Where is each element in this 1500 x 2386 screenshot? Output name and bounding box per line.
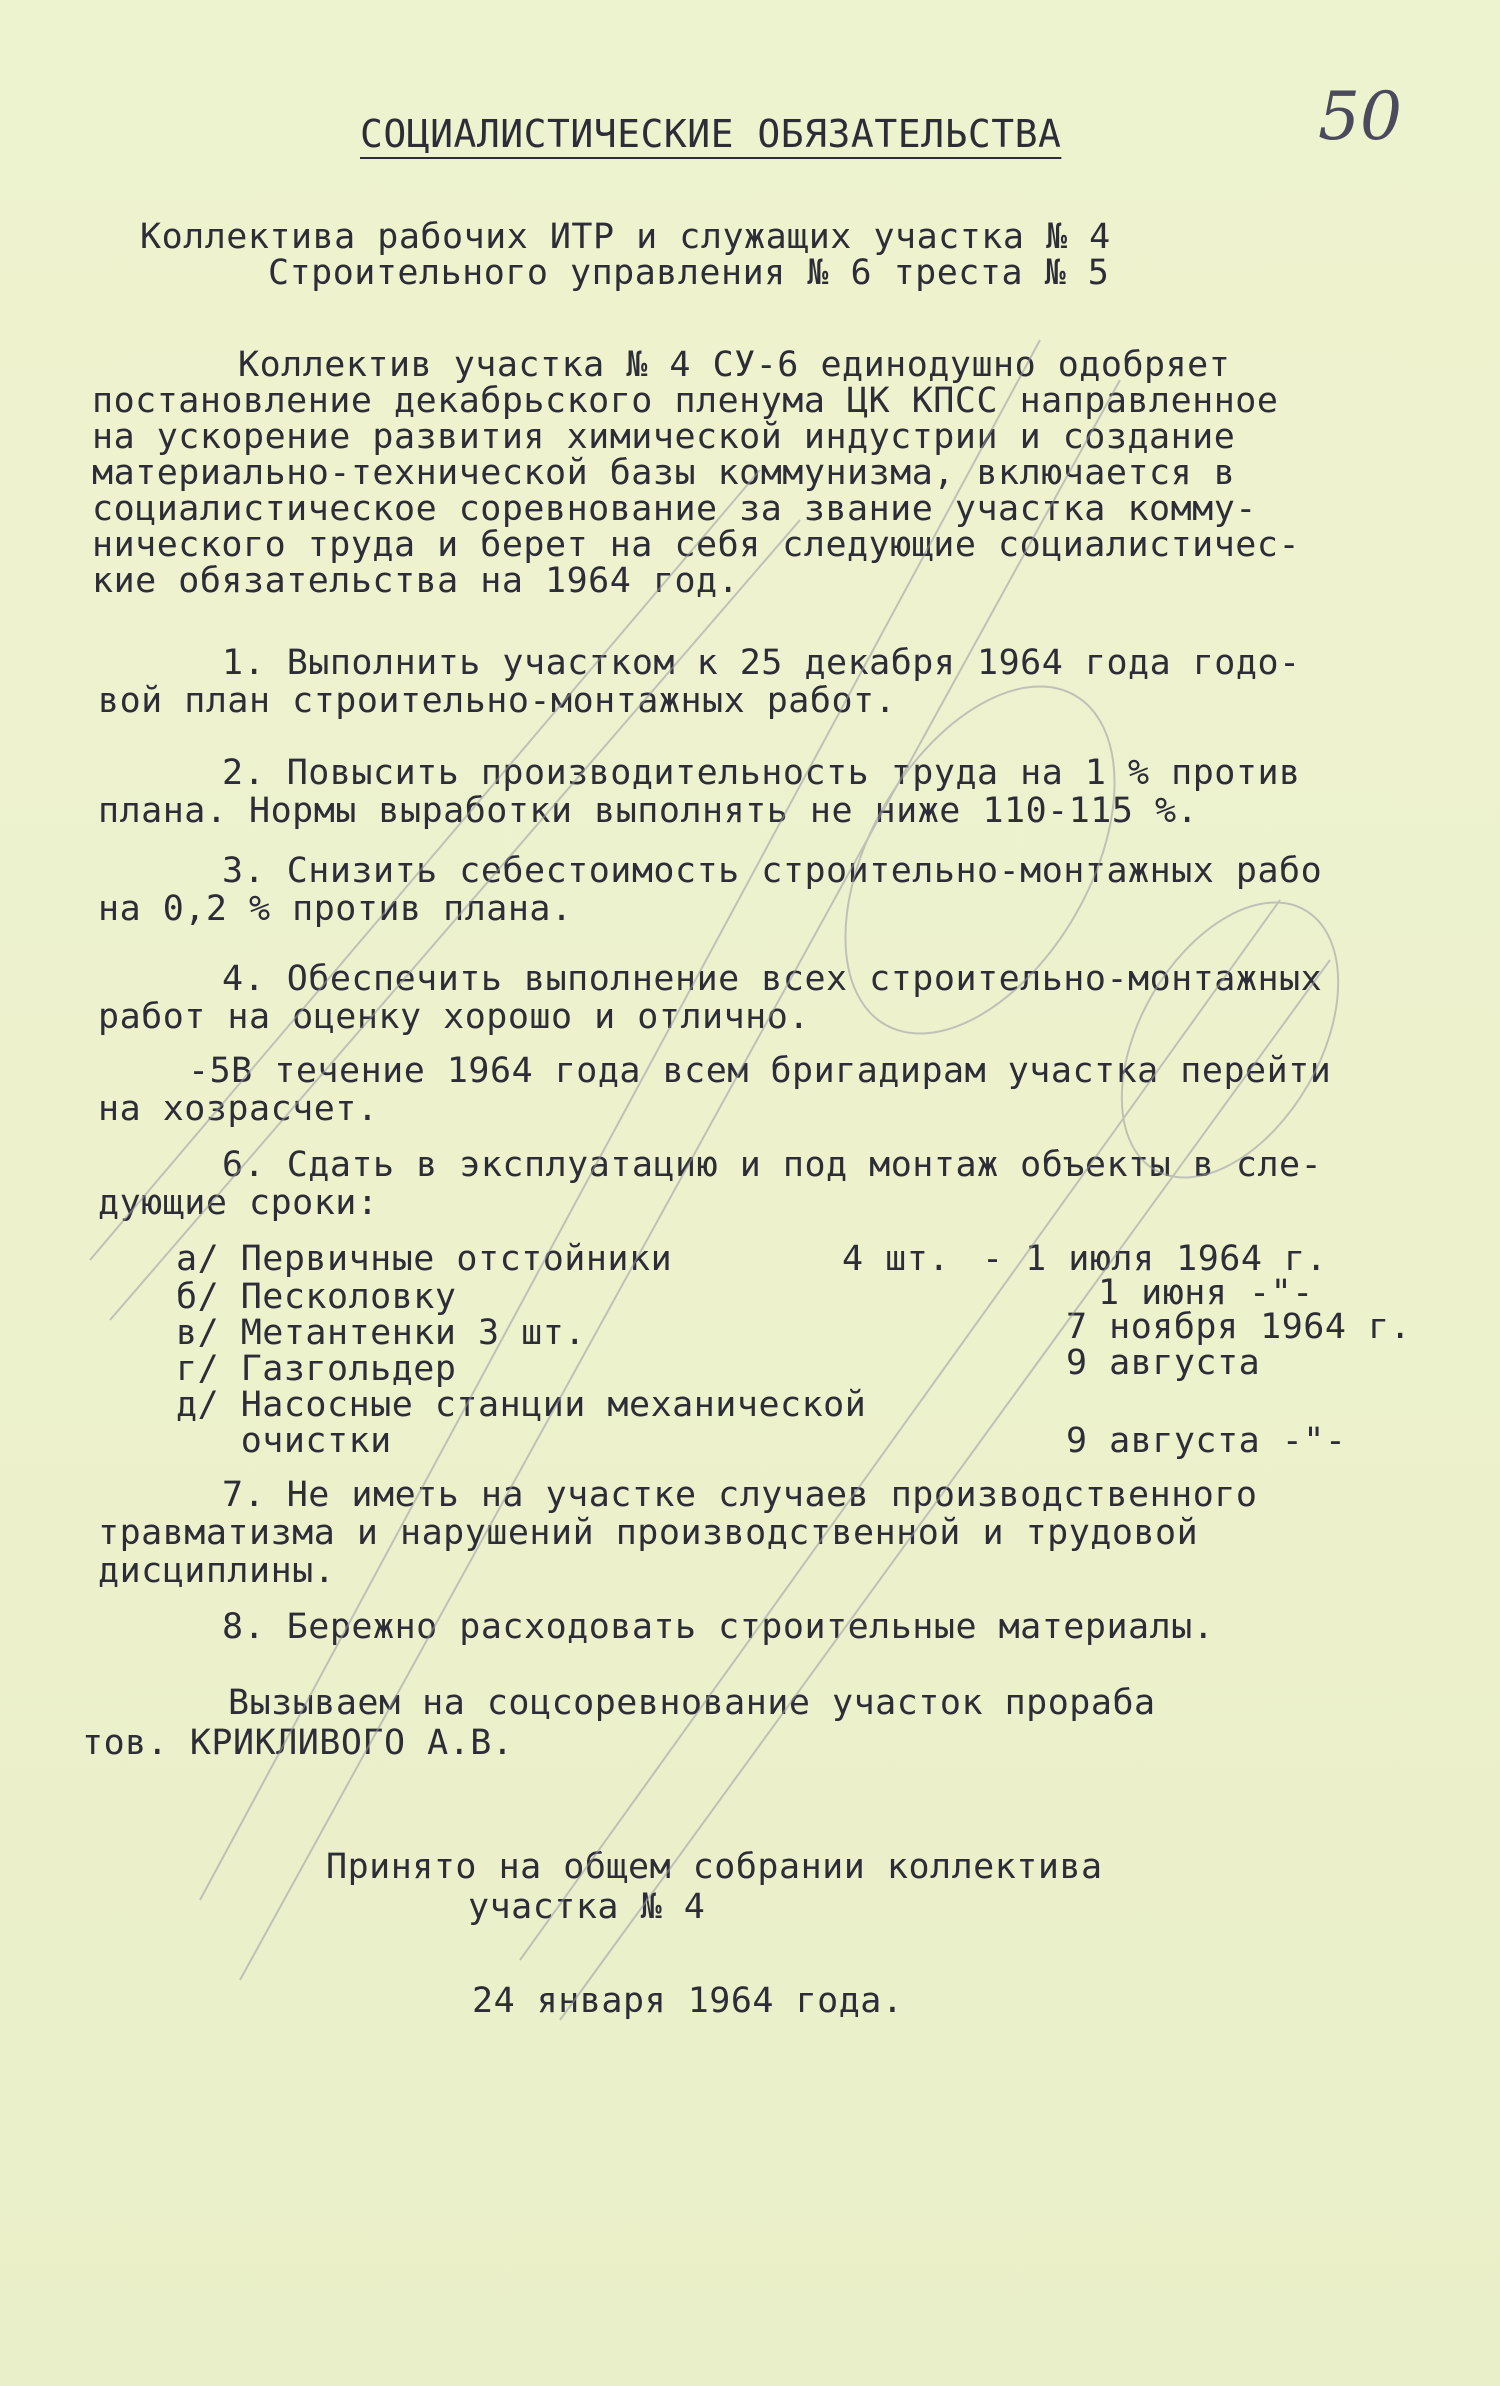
item-4-line: работ на оценку хорошо и отлично. xyxy=(98,997,810,1037)
subtitle-line-2: Строительного управления № 6 треста № 5 xyxy=(268,253,1110,293)
preamble-line: нического труда и берет на себя следующие социалистичес- xyxy=(92,525,1301,565)
item-7-line: травматизма и нарушений производственной и трудовой xyxy=(98,1513,1199,1553)
schedule-object: очистки xyxy=(176,1421,392,1461)
preamble-line: на ускорение развития химической индустрии и создание xyxy=(92,417,1236,457)
item-5-line: на хозрасчет. xyxy=(98,1089,379,1129)
challenge-line: тов. КРИКЛИВОГО А.В. xyxy=(82,1723,514,1763)
item-6-line: 6. Сдать в эксплуатацию и под монтаж объекты в сле- xyxy=(222,1145,1323,1185)
schedule-object: а/ Первичные отстойники xyxy=(176,1239,673,1279)
schedule-date: 9 августа -"- xyxy=(1066,1421,1347,1461)
item-3-line: 3. Снизить себестоимость строительно-монтажных рабо xyxy=(222,851,1323,891)
schedule-object: б/ Песколовку xyxy=(176,1277,457,1317)
schedule-date: - 1 июля 1964 г. xyxy=(982,1239,1328,1279)
item-7-line: дисциплины. xyxy=(98,1551,336,1591)
preamble-line: постановление декабрьского пленума ЦК КПСС направленное xyxy=(92,381,1279,421)
item-4-line: 4. Обеспечить выполнение всех строительно-монтажных xyxy=(222,959,1323,999)
document-title: СОЦИАЛИСТИЧЕСКИЕ ОБЯЗАТЕЛЬСТВА xyxy=(360,112,1062,156)
item-8-line: 8. Бережно расходовать строительные материалы. xyxy=(222,1607,1215,1647)
item-1-line: вой план строительно-монтажных работ. xyxy=(98,681,897,721)
schedule-date: 1 июня -"- xyxy=(1098,1273,1314,1313)
preamble-line: кие обязательства на 1964 год. xyxy=(92,561,740,601)
item-2-line: 2. Повысить производительность труда на 1 % против xyxy=(222,753,1301,793)
document-date: 24 января 1964 года. xyxy=(472,1981,904,2021)
schedule-date: 7 ноября 1964 г. xyxy=(1066,1307,1412,1347)
preamble-line: социалистическое соревнование за звание участка комму- xyxy=(92,489,1257,529)
schedule-qty: 4 шт. xyxy=(842,1239,950,1279)
schedule-object: в/ Метантенки 3 шт. xyxy=(176,1313,586,1353)
schedule-object: г/ Газгольдер xyxy=(176,1349,457,1389)
preamble-line: материально-технической базы коммунизма, включается в xyxy=(92,453,1236,493)
item-1-line: 1. Выполнить участком к 25 декабря 1964 года годо- xyxy=(222,643,1301,683)
subtitle-line-1: Коллектива рабочих ИТР и служащих участка № 4 xyxy=(140,217,1111,257)
page-number: 50 xyxy=(1318,78,1402,155)
item-5-line: -5В течение 1964 года всем бригадирам участка перейти xyxy=(188,1051,1332,1091)
schedule-date: 9 августа xyxy=(1066,1343,1261,1383)
item-3-line: на 0,2 % против плана. xyxy=(98,889,573,929)
challenge-line: Вызываем на соцсоревнование участок прораба xyxy=(228,1683,1156,1723)
item-7-line: 7. Не иметь на участке случаев производственного xyxy=(222,1475,1258,1515)
adopted-line: участка № 4 xyxy=(468,1887,706,1927)
schedule-object: д/ Насосные станции механической xyxy=(176,1385,867,1425)
item-2-line: плана. Нормы выработки выполнять не ниже 110-115 %. xyxy=(98,791,1199,831)
item-6-line: дующие сроки: xyxy=(98,1183,379,1223)
adopted-line: Принято на общем собрании коллектива xyxy=(326,1847,1103,1887)
preamble-line: Коллектив участка № 4 СУ-6 единодушно одобряет xyxy=(238,345,1231,385)
